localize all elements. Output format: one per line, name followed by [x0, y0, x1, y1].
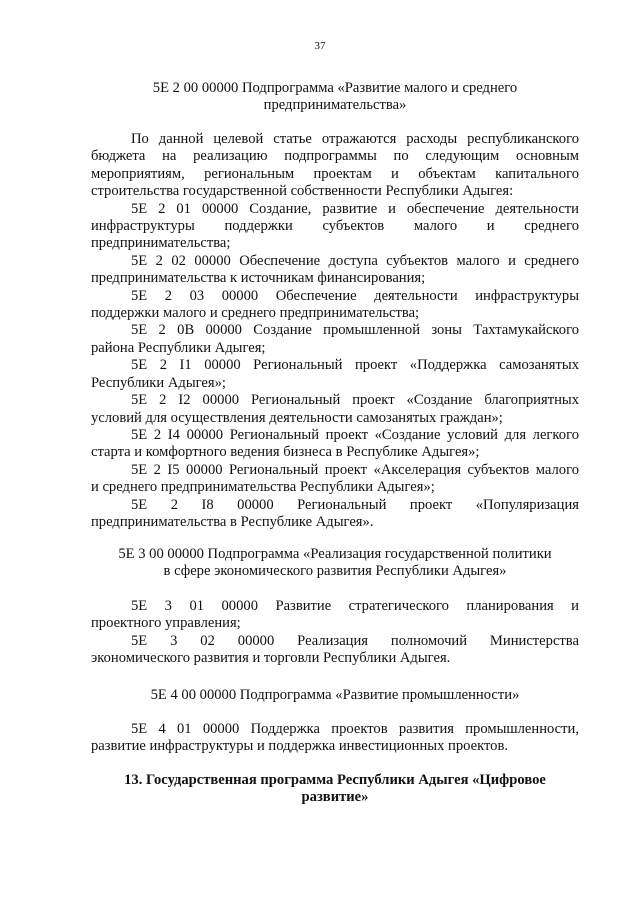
heading-line: 5Е 2 00 00000 Подпрограмма «Развитие малого и среднего: [152, 80, 518, 96]
intro-paragraph: [91, 131, 579, 531]
subprogram-items: [91, 721, 579, 756]
heading-line: 5Е 4 00 00000 Подпрограмма «Развитие промышленности»: [150, 687, 520, 703]
list-item: предпринимательства в Республике Адыгея».: [91, 513, 374, 530]
list-item: поддержки малого и среднего предпринимательства;: [91, 305, 420, 322]
list-item: 5Е 2 I8 00000 Региональный проект «Популяризация: [131, 496, 579, 513]
list-item: 5Е 2 01 00000 Создание, развитие и обеспечение деятельности: [131, 200, 579, 217]
list-item: развитие инфраструктуры и поддержка инвестиционных проектов.: [91, 738, 509, 755]
list-item: 5Е 2 I5 00000 Региональный проект «Акселерация субъектов малого: [131, 461, 579, 478]
subprogram-items: [91, 598, 579, 668]
list-item: 5Е 2 0В 00000 Создание промышленной зоны Тахтамукайского: [131, 322, 579, 339]
heading-line: в сфере экономического развития Республики Адыгея»: [163, 563, 507, 580]
paragraph-line: бюджета на реализацию подпрограммы по следующим основным: [91, 148, 579, 165]
page-number: 37: [314, 40, 326, 52]
list-item: 5Е 2 I1 00000 Региональный проект «Поддержка самозанятых: [131, 357, 579, 374]
paragraph-line: строительства государственной собственности Республики Адыгея:: [91, 183, 514, 200]
list-item: экономического развития и торговли Республики Адыгея.: [91, 650, 451, 667]
subprogram-heading: [91, 687, 579, 704]
paragraph-line: мероприятиям, региональным проектам и объектам капитального: [91, 165, 579, 182]
list-item: инфраструктуры поддержки субъектов малого и среднего: [91, 218, 579, 235]
list-item: условий для осуществления деятельности самозанятых граждан»;: [91, 409, 503, 426]
list-item: района Республики Адыгея;: [91, 339, 266, 356]
list-item: 5Е 2 I2 00000 Региональный проект «Создание благоприятных: [131, 392, 579, 409]
list-item: 5Е 2 03 00000 Обеспечение деятельности инфраструктуры: [131, 287, 579, 304]
list-item: предпринимательства;: [91, 235, 231, 252]
list-item: проектного управления;: [91, 615, 241, 632]
list-item: 5Е 3 01 00000 Развитие стратегического планирования и: [131, 598, 579, 614]
list-item: предпринимательства к источникам финансирования;: [91, 270, 426, 287]
program-heading: [91, 772, 579, 807]
heading-line: развитие»: [301, 789, 369, 806]
paragraph-line: По данной целевой статье отражаются расходы республиканского: [131, 131, 579, 147]
list-item: 5Е 2 I4 00000 Региональный проект «Создание условий для легкого: [131, 426, 579, 443]
subprogram-heading: [91, 546, 579, 581]
heading-line: предпринимательства»: [263, 97, 407, 114]
list-item: Республики Адыгея»;: [91, 374, 226, 391]
subprogram-heading: [91, 80, 579, 115]
heading-line: 5Е 3 00 00000 Подпрограмма «Реализация государственной политики: [118, 546, 552, 562]
heading-line: 13. Государственная программа Республики Адыгея «Цифровое: [124, 772, 546, 788]
list-item: и среднего предпринимательства Республики Адыгея»;: [91, 479, 435, 496]
list-item: 5Е 2 02 00000 Обеспечение доступа субъектов малого и среднего: [131, 252, 579, 269]
list-item: 5Е 3 02 00000 Реализация полномочий Министерства: [131, 632, 579, 649]
list-item: 5Е 4 01 00000 Поддержка проектов развития промышленности,: [131, 721, 579, 737]
list-item: старта и комфортного ведения бизнеса в Республике Адыгея»;: [91, 444, 480, 461]
